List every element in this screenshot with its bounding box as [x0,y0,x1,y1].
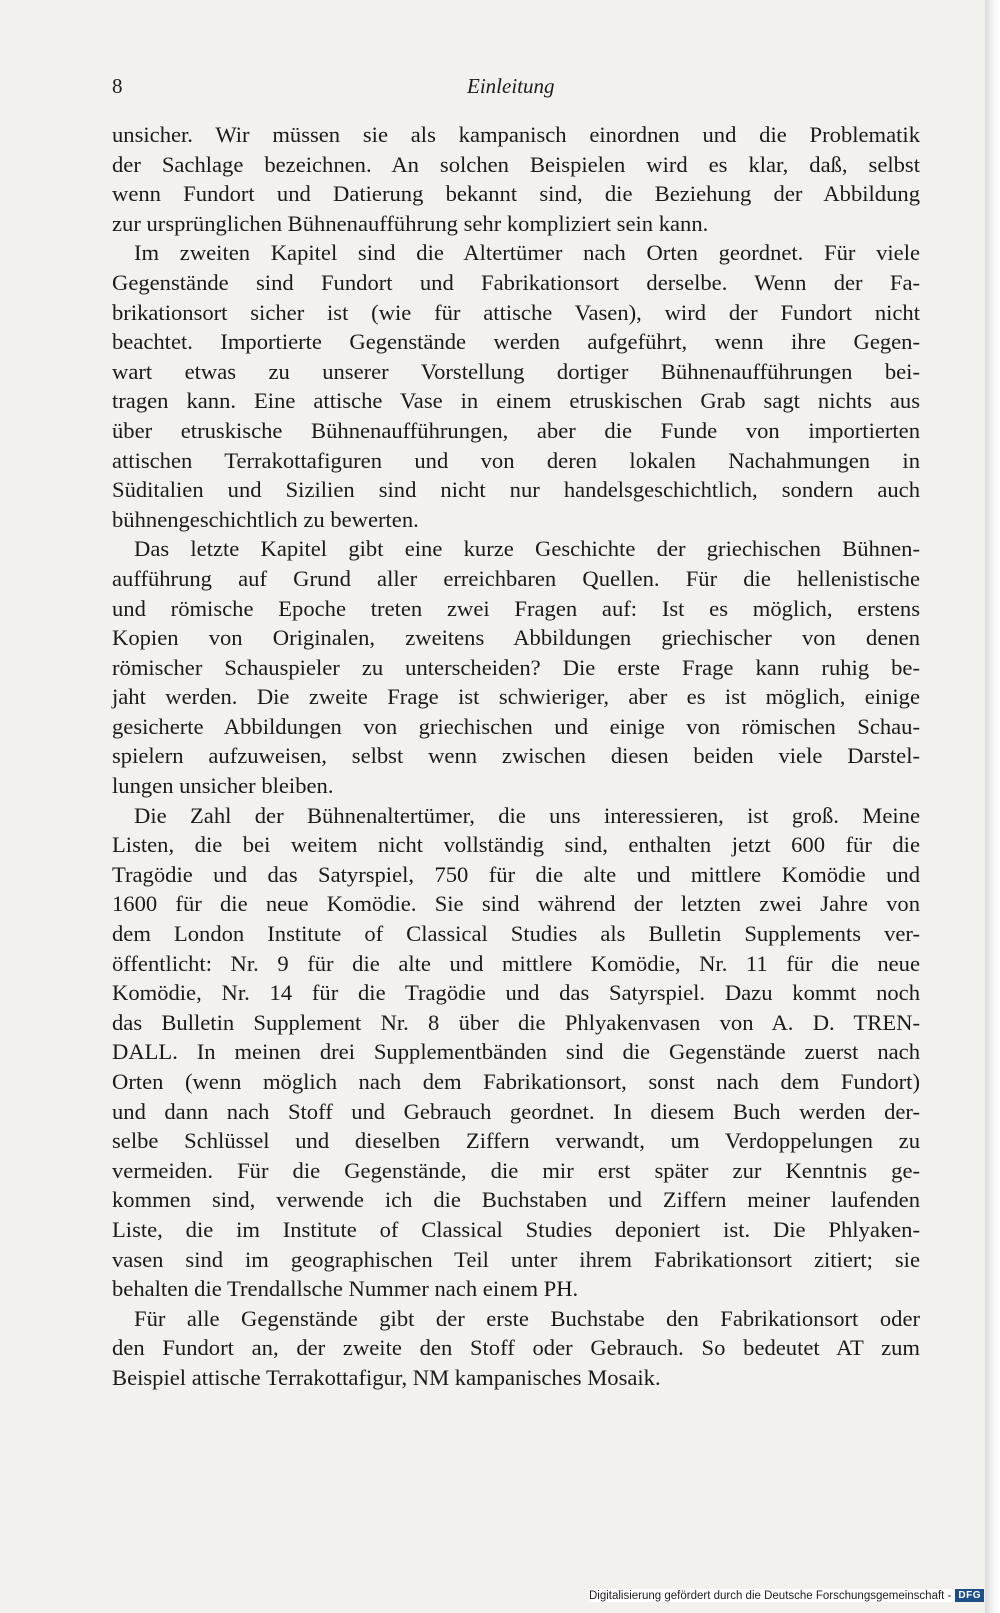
text-line: den Fundort an, der zweite den Stoff oder Gebrauch. So bedeutet AT zum [112,1335,920,1361]
text-line: selbe Schlüssel und dieselben Ziffern verwandt, um Verdoppelungen zu [112,1128,920,1154]
dfg-logo: DFG [955,1589,984,1602]
credit-text: Digitalisierung gefördert durch die Deutsche Forschungsgemeinschaft - [588,1589,952,1602]
text-line: und dann nach Stoff und Gebrauch geordnet. In diesem Buch werden der- [112,1098,920,1124]
body-text [112,120,920,1393]
text-line: römischer Schauspieler zu unterscheiden? Die erste Frage kann ruhig be- [112,654,920,680]
text-line: Liste, die im Institute of Classical Studies deponiert ist. Die Phlyaken- [112,1216,920,1242]
text-line: Die Zahl der Bühnenaltertümer, die uns interessieren, ist groß. Meine [134,802,920,828]
text-line: gesicherte Abbildungen von griechischen und einige von römischen Schau- [112,713,920,739]
text-line: lungen unsicher bleiben. [112,773,334,799]
text-line: Im zweiten Kapitel sind die Altertümer nach Orten geordnet. Für viele [134,240,920,266]
text-line: und römische Epoche treten zwei Fragen auf: Ist es möglich, erstens [112,595,920,621]
page-number: 8 [112,74,123,98]
page-header [112,74,920,104]
text-line: attischen Terrakottafiguren und von deren lokalen Nachahmungen in [112,447,920,473]
text-line: öffentlicht: Nr. 9 für die alte und mittlere Komödie, Nr. 11 für die neue [112,950,920,976]
text-line: Für alle Gegenstände gibt der erste Buchstabe den Fabrikationsort oder [134,1305,920,1331]
text-line: 1600 für die neue Komödie. Sie sind während der letzten zwei Jahre von [112,891,920,917]
text-line: wenn Fundort und Datierung bekannt sind, die Beziehung der Abbildung [112,181,920,207]
text-line: kommen sind, verwende ich die Buchstaben und Ziffern meiner laufenden [112,1187,920,1213]
text-line: aufführung auf Grund aller erreichbaren Quellen. Für die hellenistische [112,565,920,591]
running-head: Einleitung [467,74,555,98]
text-line: tragen kann. Eine attische Vase in einem etruskischen Grab sagt nichts aus [112,388,920,414]
text-line: wart etwas zu unserer Vorstellung dortiger Bühnenaufführungen bei- [112,358,920,384]
text-line: jaht werden. Die zweite Frage ist schwieriger, aber es ist möglich, einige [112,684,920,710]
text-line: unsicher. Wir müssen sie als kampanisch einordnen und die Problematik [112,122,920,147]
text-line: Beispiel attische Terrakottafigur, NM kampanisches Mosaik. [112,1364,661,1390]
text-line: brikationsort sicher ist (wie für attische Vasen), wird der Fundort nicht [112,299,920,325]
text-line: Tragödie und das Satyrspiel, 750 für die alte und mittlere Komödie und [112,861,920,887]
text-line: über etruskische Bühnenaufführungen, aber die Funde von importierten [112,417,920,443]
text-line: vasen sind im geographischen Teil unter ihrem Fabrikationsort zitiert; sie [112,1246,920,1272]
text-line: das Bulletin Supplement Nr. 8 über die Phlyakenvasen von A. D. TREN- [112,1009,920,1035]
text-line: Das letzte Kapitel gibt eine kurze Geschichte der griechischen Bühnen- [134,536,920,562]
text-line: beachtet. Importierte Gegenstände werden aufgeführt, wenn ihre Gegen- [112,329,920,355]
text-line: Gegenstände sind Fundort und Fabrikationsort derselbe. Wenn der Fa- [112,269,920,295]
digitization-credit [589,1589,984,1602]
text-line: dem London Institute of Classical Studies als Bulletin Supplements ver- [112,921,920,947]
page-edge-shadow [985,0,1000,1613]
text-line: zur ursprünglichen Bühnenaufführung sehr kompliziert sein kann. [112,210,709,236]
text-line: Orten (wenn möglich nach dem Fabrikationsort, sonst nach dem Fundort) [112,1069,920,1094]
text-line: Listen, die bei weitem nicht vollständig sind, enthalten jetzt 600 für die [112,832,920,858]
text-line: Komödie, Nr. 14 für die Tragödie und das Satyrspiel. Dazu kommt noch [112,980,920,1006]
text-line: DALL. In meinen drei Supplementbänden sind die Gegenstände zuerst nach [112,1039,920,1065]
text-line: vermeiden. Für die Gegenstände, die mir erst später zur Kenntnis ge- [112,1157,920,1183]
text-line: behalten die Trendallsche Nummer nach einem PH. [112,1276,579,1302]
text-line: der Sachlage bezeichnen. An solchen Beispielen wird es klar, daß, selbst [112,151,920,177]
text-line: Süditalien und Sizilien sind nicht nur handelsgeschichtlich, sondern auch [112,477,920,503]
text-line: Kopien von Originalen, zweitens Abbildungen griechischer von denen [112,625,920,651]
text-line: bühnengeschichtlich zu bewerten. [112,506,419,532]
text-line: spielern aufzuweisen, selbst wenn zwischen diesen beiden viele Darstel- [112,743,920,769]
